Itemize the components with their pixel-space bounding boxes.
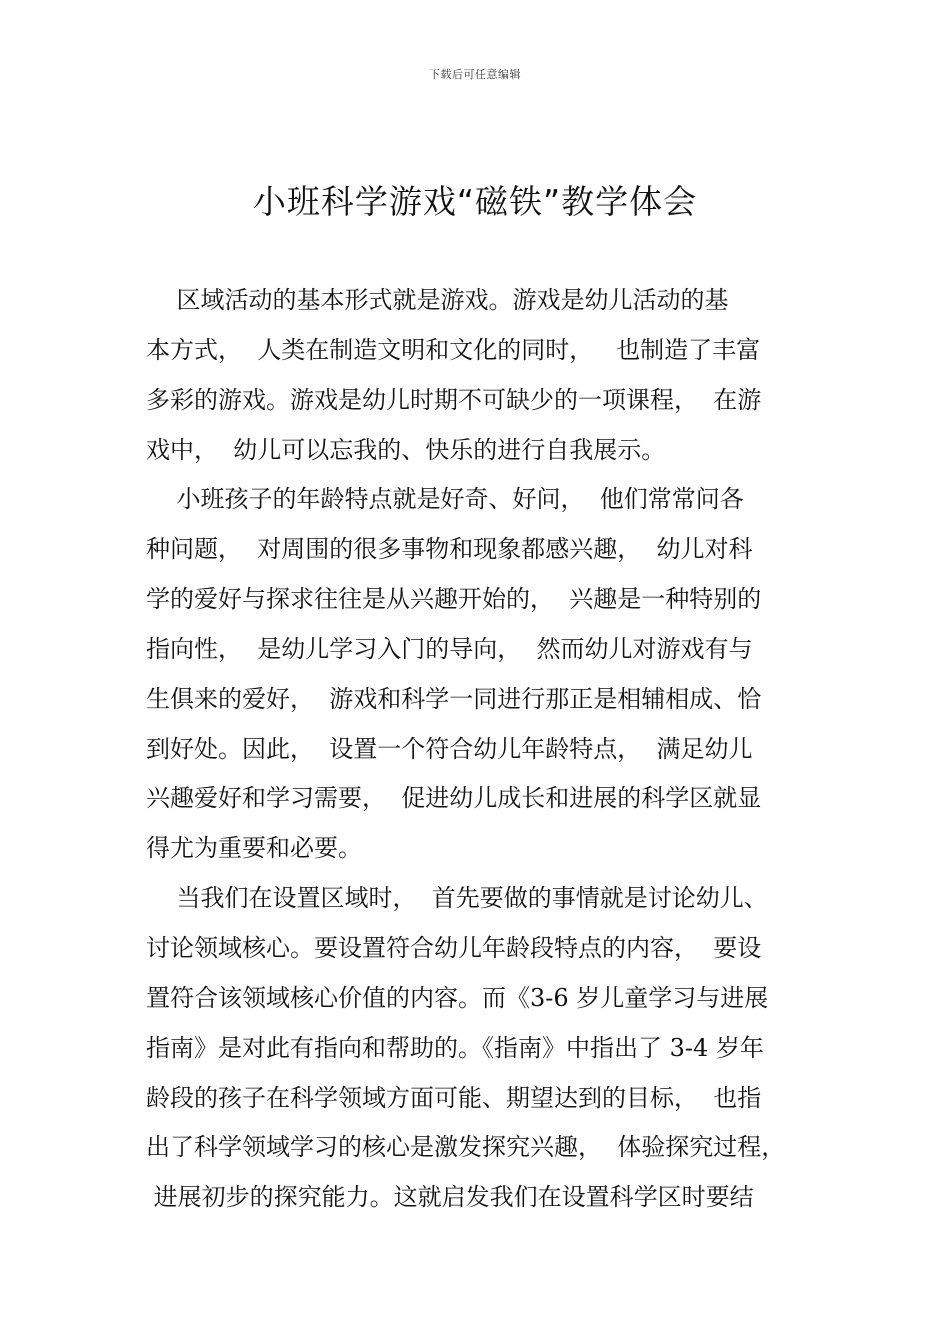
- body-text: [146, 276, 826, 1223]
- text-line: 龄段的孩子在科学领域方面可能、期望达到的目标， 也指: [146, 1083, 762, 1112]
- text-line: 得尤为重要和必要。: [146, 834, 362, 863]
- document-title: 小班科学游戏“磁铁”教学体会: [252, 182, 698, 221]
- text-line: 本方式， 人类在制造文明和文化的同时， 也制造了丰富: [146, 335, 761, 364]
- text-line: 置符合该领域核心价值的内容。而《3-6 岁儿童学习与进展: [146, 983, 769, 1012]
- text-line: 学的爱好与探求往往是从兴趣开始的， 兴趣是一种特别的: [146, 585, 762, 614]
- text-line: 生俱来的爱好， 游戏和科学一同进行那正是相辅相成、恰: [146, 684, 762, 713]
- text-line: 当我们在设置区域时， 首先要做的事情就是讨论幼儿、: [146, 884, 768, 913]
- text-line: 多彩的游戏。游戏是幼儿时期不可缺少的一项课程， 在游: [146, 385, 762, 414]
- text-line: 讨论领域核心。要设置符合幼儿年龄段特点的内容， 要设: [146, 933, 762, 962]
- text-line: 进展初步的探究能力。这就启发我们在设置科学区时要结: [146, 1183, 754, 1212]
- text-line: 小班孩子的年龄特点就是好奇、好问， 他们常常问各: [146, 485, 744, 514]
- header-note: 下载后可任意编辑: [429, 68, 521, 81]
- text-line: 种问题， 对周围的很多事物和现象都感兴趣， 幼儿对科: [146, 535, 753, 564]
- text-line: 兴趣爱好和学习需要， 促进幼儿成长和进展的科学区就显: [146, 784, 762, 813]
- text-line: 出了科学领域学习的核心是激发探究兴趣， 体验探究过程，: [146, 1133, 786, 1162]
- text-line: 戏中， 幼儿可以忘我的、快乐的进行自我展示。: [146, 435, 666, 464]
- text-line: 区域活动的基本形式就是游戏。游戏是幼儿活动的基: [146, 286, 729, 314]
- text-line: 指南》是对此有指向和帮助的。《指南》中指出了 3-4 岁年: [146, 1033, 764, 1062]
- text-line: 指向性， 是幼儿学习入门的导向， 然而幼儿对游戏有与: [146, 634, 753, 663]
- text-line: 到好处。因此， 设置一个符合幼儿年龄特点， 满足幼儿: [146, 734, 753, 763]
